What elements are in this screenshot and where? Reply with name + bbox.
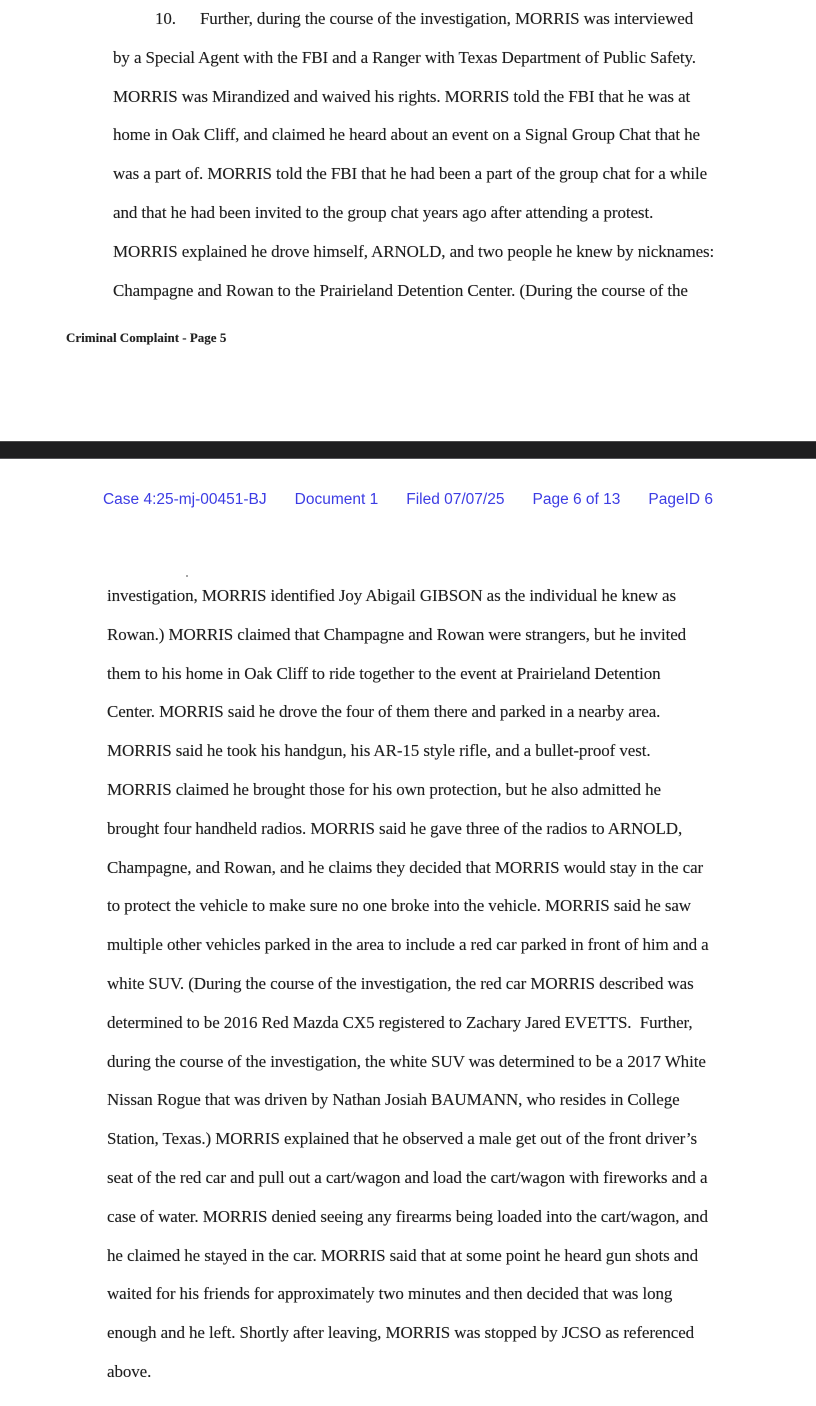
page5-line: by a Special Agent with the FBI and a Ranger with Texas Department of Public Safety. [113,47,696,67]
page6-line: to protect the vehicle to make sure no one broke into the vehicle. MORRIS said he saw [107,896,691,916]
page5-body-text [113,0,714,310]
page-id: PageID 6 [648,491,714,508]
page5-line: MORRIS explained he drove himself, ARNOLD, and two people he knew by nicknames: [113,241,715,261]
page6-line: MORRIS claimed he brought those for his own protection, but he also admitted he [107,779,661,799]
document-number: Document 1 [294,491,379,508]
page6-line: Rowan.) MORRIS claimed that Champagne and Rowan were strangers, but he invited [107,624,687,644]
page6-line: multiple other vehicles parked in the area to include a red car parked in front of him and a [107,935,709,955]
page6-line: during the course of the investigation, the white SUV was determined to be a 2017 White [107,1051,706,1071]
page6-line: Center. MORRIS said he drove the four of them there and parked in a nearby area. [107,702,661,722]
page6-body-text [107,577,709,1392]
page6-line: them to his home in Oak Cliff to ride together to the event at Prairieland Detention [107,663,661,683]
page6-line: white SUV. (During the course of the investigation, the red car MORRIS described was [107,973,694,993]
page6-line: determined to be 2016 Red Mazda CX5 registered to Zachary Jared EVETTS. Further, [107,1012,693,1032]
page6-line: seat of the red car and pull out a cart/wagon and load the cart/wagon with fireworks and a [107,1167,708,1187]
page5-line: and that he had been invited to the group chat years ago after attending a protest. [113,202,654,222]
page6-line: Nissan Rogue that was driven by Nathan Josiah BAUMANN, who resides in College [107,1090,680,1110]
ecf-stamp-header [0,490,816,510]
page5-footer: Criminal Complaint - Page 5 [66,330,227,345]
page-count: Page 6 of 13 [532,491,621,508]
page6-line: MORRIS said he took his handgun, his AR-15 style rifle, and a bullet-proof vest. [107,741,651,761]
page5-paragraph-10-first-line [113,0,714,39]
page6-line: enough and he left. Shortly after leaving, MORRIS was stopped by JCSO as referenced [107,1323,695,1343]
page6-line: waited for his friends for approximately two minutes and then decided that was long [107,1284,673,1304]
page6-line: brought four handheld radios. MORRIS said he gave three of the radios to ARNOLD, [107,818,683,838]
filed-date: Filed 07/07/25 [406,491,505,508]
page6-line: Champagne, and Rowan, and he claims they decided that MORRIS would stay in the car [107,857,704,877]
case-number: Case 4:25-mj-00451-BJ [102,491,267,508]
page5-line: MORRIS was Mirandized and waived his rights. MORRIS told the FBI that he was at [113,86,691,106]
paragraph-10-text: Further, during the course of the investigation, MORRIS was interviewed [199,9,694,28]
page6-line: investigation, MORRIS identified Joy Abigail GIBSON as the individual he knew as [107,586,677,605]
page5-line: Champagne and Rowan to the Prairieland Detention Center. (During the course of the [113,280,688,300]
page6-line: he claimed he stayed in the car. MORRIS said that at some point he heard gun shots and [107,1245,698,1265]
paragraph-number: 10. [155,9,176,28]
page-break-separator [0,441,816,459]
page5-line: was a part of. MORRIS told the FBI that he had been a part of the group chat for a while [113,164,708,184]
page6-line: case of water. MORRIS denied seeing any firearms being loaded into the cart/wagon, and [107,1206,708,1226]
page6-line: above. [107,1361,152,1381]
page6-line: Station, Texas.) MORRIS explained that he observed a male get out of the front driver’s [107,1129,698,1149]
page5-line: home in Oak Cliff, and claimed he heard about an event on a Signal Group Chat that he [113,125,700,145]
